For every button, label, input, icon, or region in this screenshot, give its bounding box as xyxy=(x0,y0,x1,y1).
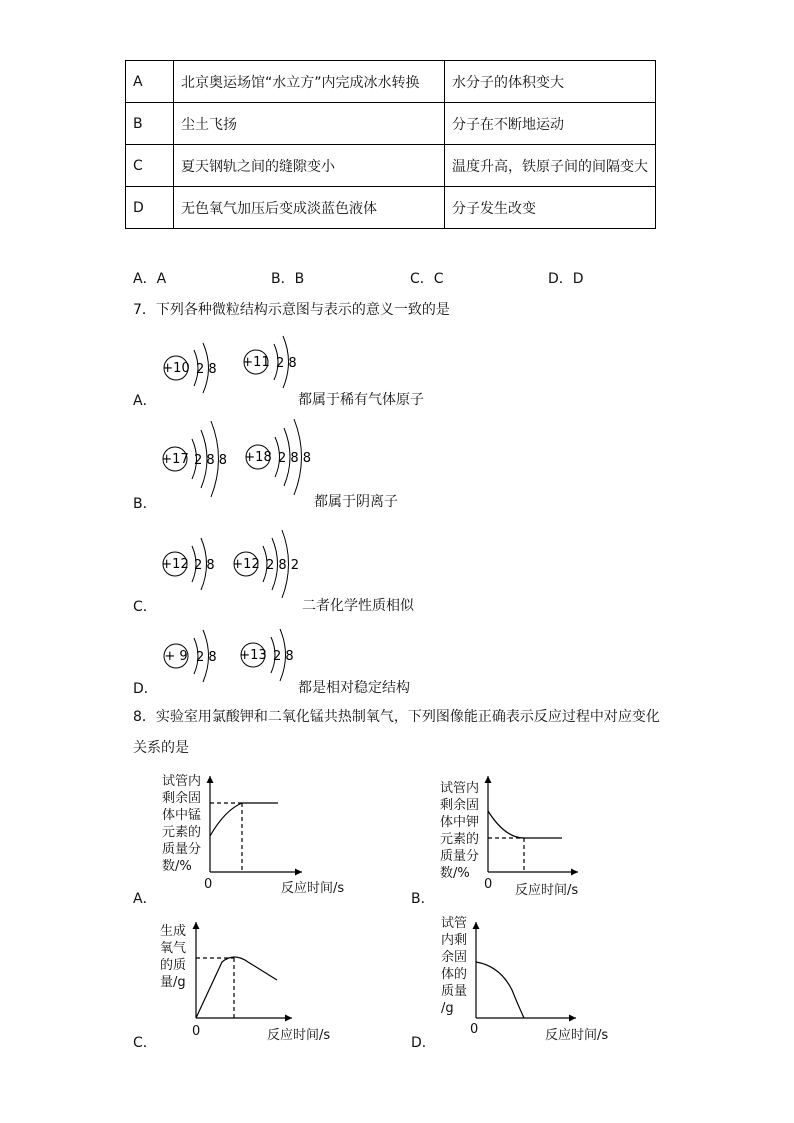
row-phenomenon: 北京奥运场馆“水立方”内完成冰水转换 xyxy=(174,61,445,103)
row-phenomenon: 夏天钢轨之间的缝隙变小 xyxy=(174,145,445,187)
q7-option-d-desc: 都是相对稳定结构 xyxy=(298,680,410,696)
electron-counts: 2 8 xyxy=(194,558,215,573)
nucleus-charge: +12 xyxy=(161,557,189,572)
nucleus-charge: +12 xyxy=(232,557,260,572)
graph-a-ylabel: 试管内 剩余固 体中锰 元素的 质量分 数/% xyxy=(162,774,202,874)
graph-d-origin: 0 xyxy=(470,1022,479,1037)
electron-counts: 2 8 8 xyxy=(278,451,312,466)
electron-counts: 2 8 xyxy=(196,362,217,377)
q6-option-d[interactable]: D．D xyxy=(548,271,584,287)
q8-option-a-label[interactable]: A． xyxy=(133,891,157,907)
nucleus-charge: +13 xyxy=(239,648,267,663)
graph-b-ylabel: 试管内 剩余固 体中钾 元素的 质量分 数/% xyxy=(440,781,480,881)
q7-option-c-desc: 二者化学性质相似 xyxy=(302,598,414,614)
graph-c-curve xyxy=(196,957,277,1018)
electron-counts: 2 8 xyxy=(196,650,217,665)
q8-option-b-label[interactable]: B． xyxy=(411,891,435,907)
graph-a-xlabel: 反应时间/s xyxy=(281,881,345,896)
q6-option-a[interactable]: A．A xyxy=(133,271,167,287)
graph-d-curve xyxy=(476,962,524,1018)
graph-d-ylabel: 试管 内剩 余固 体的 质量 /g xyxy=(441,916,468,1016)
electron-counts: 2 8 2 xyxy=(266,558,300,573)
row-explanation: 分子发生改变 xyxy=(445,187,656,229)
nucleus-charge: + 9 xyxy=(164,649,188,664)
q6-option-b[interactable]: B．B xyxy=(271,271,305,287)
q6-option-c[interactable]: C．C xyxy=(410,271,444,287)
q7-stem: 7．下列各种微粒结构示意图与表示的意义一致的是 xyxy=(133,302,450,318)
q7-option-a-desc: 都属于稀有气体原子 xyxy=(298,392,424,408)
nucleus-charge: +17 xyxy=(161,452,189,467)
graph-a-origin: 0 xyxy=(204,877,213,892)
q7-option-c-label[interactable]: C． xyxy=(133,599,157,615)
graph-b-xlabel: 反应时间/s xyxy=(515,883,579,898)
nucleus-charge: +11 xyxy=(242,355,270,370)
row-letter: B xyxy=(126,103,174,145)
row-phenomenon: 尘土飞扬 xyxy=(174,103,445,145)
graph-d-xlabel: 反应时间/s xyxy=(545,1028,609,1043)
q7-option-d-label[interactable]: D． xyxy=(133,681,158,697)
nucleus-charge: +18 xyxy=(244,450,272,465)
row-letter: A xyxy=(126,61,174,103)
row-explanation: 分子在不断地运动 xyxy=(445,103,656,145)
row-explanation: 水分子的体积变大 xyxy=(445,61,656,103)
q8-option-c-label[interactable]: C． xyxy=(133,1035,157,1051)
row-letter: D xyxy=(126,187,174,229)
q8-stem-line1: 8．实验室用氯酸钾和二氧化锰共热制氧气，下列图像能正确表示反应过程中对应变化 xyxy=(133,709,660,725)
nucleus-charge: +10 xyxy=(162,361,190,376)
electron-counts: 2 8 xyxy=(273,649,294,664)
electron-counts: 2 8 8 xyxy=(194,453,228,468)
q7-option-b-label[interactable]: B． xyxy=(133,496,157,512)
graph-c-ylabel: 生成 氧气 的质 量/g xyxy=(160,924,187,990)
row-explanation: 温度升高，铁原子间的间隔变大 xyxy=(445,145,656,187)
graph-c-xlabel: 反应时间/s xyxy=(267,1028,331,1043)
graph-c-origin: 0 xyxy=(192,1024,201,1039)
graph-a-curve xyxy=(210,803,278,836)
q7-option-b-desc: 都属于阴离子 xyxy=(314,494,398,510)
row-phenomenon: 无色氧气加压后变成淡蓝色液体 xyxy=(174,187,445,229)
electron-counts: 2 8 xyxy=(276,356,297,371)
graph-b-curve xyxy=(488,811,562,838)
row-letter: C xyxy=(126,145,174,187)
q7-option-a-label[interactable]: A． xyxy=(133,393,157,409)
graph-b-origin: 0 xyxy=(484,877,493,892)
q8-stem-line2: 关系的是 xyxy=(133,740,189,756)
q8-option-d-label[interactable]: D． xyxy=(411,1035,436,1051)
